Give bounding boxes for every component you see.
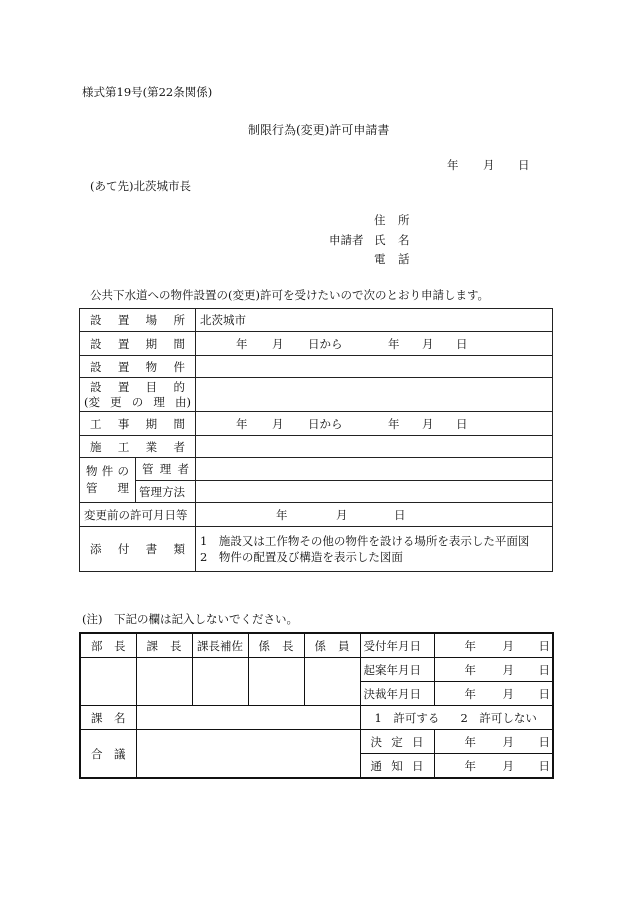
phone-label-1: 電 — [374, 252, 386, 266]
intro-text: 公共下水道への物件設置の(変更)許可を受けたいので次のとおり申請します。 — [90, 288, 490, 302]
row-work-period — [80, 412, 553, 436]
date-month-label: 月 — [483, 158, 495, 172]
purpose-value — [196, 378, 553, 412]
section-label: 課 名 — [80, 706, 136, 730]
kakariin-label: 係 員 — [304, 633, 360, 658]
drafted-label: 起案年月日 — [360, 658, 434, 682]
applicant-label: 申請者 — [329, 233, 364, 247]
period-value: 年 月 日から 年 月 日 — [196, 332, 553, 356]
drafted-date: 年 月 日 — [434, 658, 553, 682]
contractor-label: 施 工 業 者 — [80, 436, 196, 458]
office-row-decision — [80, 730, 553, 754]
hosa-label: 課長補佐 — [192, 633, 248, 658]
object-value — [196, 356, 553, 378]
permit-choice: 1 許可する 2 許可しない — [360, 706, 553, 730]
consult-value — [136, 730, 360, 779]
kacho-label: 課 長 — [136, 633, 192, 658]
row-contractor — [80, 436, 553, 458]
decision-label: 決 定 日 — [360, 730, 434, 754]
row-manager — [80, 458, 553, 481]
bucho-seal — [80, 658, 136, 706]
consult-label: 合 議 — [80, 730, 136, 779]
office-header-row — [80, 633, 553, 658]
address-label-2: 所 — [398, 213, 410, 227]
attachments-value — [196, 527, 553, 572]
manager-value — [196, 458, 553, 481]
section-value — [136, 706, 360, 730]
attachment-1: 1 施設又は工作物その他の物件を設ける場所を表示した平面図 — [200, 534, 530, 548]
office-row-drafted — [80, 658, 553, 682]
prev-permit-value: 年 月 日 — [196, 503, 553, 527]
decision-date: 年 月 日 — [434, 730, 553, 754]
notice-date: 年 月 日 — [434, 754, 553, 779]
location-value: 北茨城市 — [196, 309, 553, 332]
prev-permit-label: 変更前の許可月日等 — [80, 503, 196, 527]
notice-label: 通 知 日 — [360, 754, 434, 779]
document-title: 制限行為(変更)許可申請書 — [248, 123, 390, 137]
decided-label: 決裁年月日 — [360, 682, 434, 706]
form-number: 様式第19号(第22条関係) — [82, 85, 213, 99]
date-day-label: 日 — [518, 158, 530, 172]
received-date: 年 月 日 — [434, 633, 553, 658]
object-label: 設 置 物 件 — [80, 356, 196, 378]
office-use-table — [79, 632, 554, 779]
attachment-2: 2 物件の配置及び構造を表示した図面 — [200, 550, 403, 564]
decided-date: 年 月 日 — [434, 682, 553, 706]
row-location — [80, 309, 553, 332]
mgmt-method-label: 管理方法 — [136, 481, 196, 503]
work-period-value: 年 月 日から 年 月 日 — [196, 412, 553, 436]
hosa-seal — [192, 658, 248, 706]
location-label: 設 置 場 所 — [80, 309, 196, 332]
name-label-1: 氏 — [374, 233, 386, 247]
address-label-1: 住 — [374, 213, 386, 227]
application-table — [79, 308, 553, 572]
office-row-section — [80, 706, 553, 730]
row-purpose — [80, 378, 553, 412]
row-mgmt-method — [80, 481, 553, 503]
received-label: 受付年月日 — [360, 633, 434, 658]
contractor-value — [196, 436, 553, 458]
kacho-seal — [136, 658, 192, 706]
row-attachments — [80, 527, 553, 572]
work-period-label: 工 事 期 間 — [80, 412, 196, 436]
kakaricho-seal — [248, 658, 304, 706]
management-label: 物 件 の 管 理 — [80, 458, 136, 503]
attachments-label: 添 付 書 類 — [80, 527, 196, 572]
row-period — [80, 332, 553, 356]
kakariin-seal — [304, 658, 360, 706]
row-prev-permit — [80, 503, 553, 527]
kakaricho-label: 係 長 — [248, 633, 304, 658]
date-year-label: 年 — [447, 158, 459, 172]
period-label: 設 置 期 間 — [80, 332, 196, 356]
note-text: (注) 下記の欄は記入しないでください。 — [82, 612, 298, 626]
row-object — [80, 356, 553, 378]
purpose-label: 設 置 目 的 (変 更 の 理 由) — [80, 378, 196, 412]
name-label-2: 名 — [398, 233, 410, 247]
mgmt-method-value — [196, 481, 553, 503]
phone-label-2: 話 — [398, 252, 410, 266]
addressee: (あて先)北茨城市長 — [90, 179, 191, 193]
bucho-label: 部 長 — [80, 633, 136, 658]
manager-label: 管 理 者 — [136, 458, 196, 481]
